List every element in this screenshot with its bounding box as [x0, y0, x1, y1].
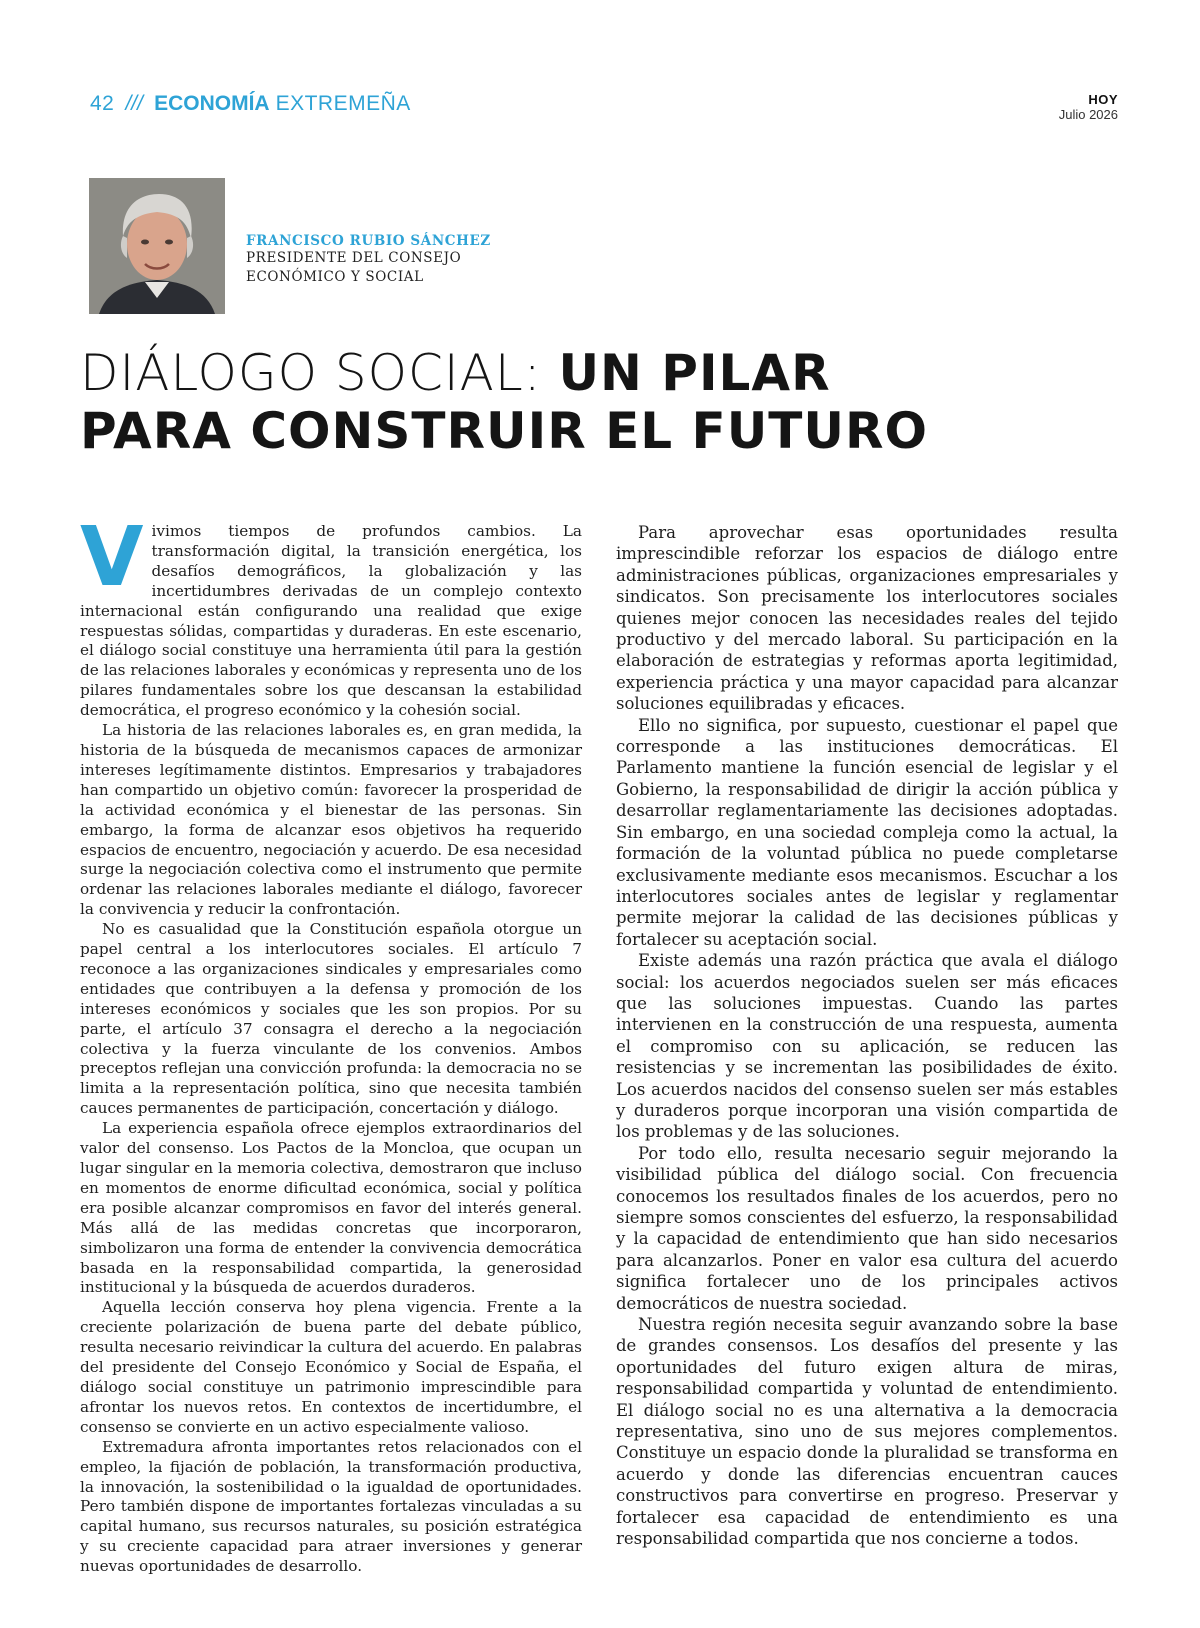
article-paragraph: La historia de las relaciones laborales es, en gran medida, la historia de la búsqueda de mecanismos capaces de armonizar intereses legítimamente distintos. Empresarios y trabajadores han compartido un objetivo común: favorecer la prosperidad de la actividad económica y el bienestar de las personas. Sin embargo, la forma de alcanzar esos objetivos ha requerido espacios de encuentro, negociación y acuerdo. De esa necesidad surge la negociación colectiva como el instrumento que permite ordenar las relaciones laborales mediante el diálogo, favorecer la convivencia y reducir la confrontación.: [80, 721, 582, 919]
article-paragraph: Por todo ello, resulta necesario seguir mejorando la visibilidad pública del diálogo social. Con frecuencia conocemos los resultados finales de los acuerdos, pero no siempre somos conscientes del esfuerzo, la responsabilidad y la capacidad de entendimiento que han sido necesarios para alcanzarlos. Poner en valor esa cultura del acuerdo significa fortalecer uno de los principales activos democráticos de nuestra sociedad.: [616, 1143, 1118, 1313]
author-byline: [246, 233, 491, 287]
headline-light-part: DIÁLOGO SOCIAL:: [80, 344, 542, 402]
article-paragraph: No es casualidad que la Constitución española otorgue un papel central a los interlocutores sociales. El artículo 7 reconoce a las organizaciones sindicales y empresariales como entidades que contribuyen a la defensa y promoción de los intereses económicos y sociales que les son propios. Por su parte, el artículo 37 consagra el derecho a la negociación colectiva y la fuerza vinculante de los convenios. Ambos preceptos reflejan una convicción profunda: la democracia no se limita a la representación política, sino que necesita también cauces permanentes de participación, concertación y diálogo.: [80, 920, 582, 1118]
author-name: FRANCISCO RUBIO SÁNCHEZ: [246, 233, 491, 249]
author-photo: [89, 178, 225, 314]
article-column-right: [616, 522, 1118, 1550]
headline-bold-part-2: PARA CONSTRUIR EL FUTURO: [80, 402, 929, 460]
author-role-line-1: PRESIDENTE DEL CONSEJO: [246, 250, 462, 266]
article-column-left: [80, 510, 582, 1577]
section-name-bold: ECONOMÍA: [154, 92, 270, 115]
article-paragraph: Para aprovechar esas oportunidades resulta imprescindible reforzar los espacios de diálogo entre administraciones públicas, organizaciones empresariales y sindicatos. Son precisamente los interlocutores sociales quienes mejor conocen las necesidades reales del tejido productivo y del mercado laboral. Su participación en la elaboración de estrategias y reformas aporta legitimidad, experiencia práctica y una mayor capacidad para alcanzar soluciones equilibradas y eficaces.: [616, 523, 1118, 714]
article-paragraph: Vivimos tiempos de profundos cambios. La transformación digital, la transición energética, los desafíos demográficos, la globalización y las incertidumbres derivadas de un complejo contexto internacional están configurando una realidad que exige respuestas sólidas, compartidas y duraderas. En este escenario, el diálogo social constituye una herramienta útil para la gestión de las relaciones laborales y económicas y representa uno de los pilares fundamentales sobre los que descansan la estabilidad democrática, el progreso económico y la cohesión social.: [80, 510, 582, 720]
headline-bold-part-1: UN PILAR: [558, 344, 831, 402]
article-paragraph: Aquella lección conserva hoy plena vigencia. Frente a la creciente polarización de buena parte del debate público, resulta necesario reivindicar la cultura del acuerdo. En palabras del presidente del Consejo Económico y Social de España, el diálogo social constituye un patrimonio imprescindible para afrontar los nuevos retos. En contextos de incertidumbre, el consenso se convierte en un activo especialmente valioso.: [80, 1298, 582, 1436]
drop-cap: V: [80, 510, 144, 605]
page-number: 42: [90, 92, 115, 115]
article-paragraph: Ello no significa, por supuesto, cuestionar el papel que corresponde a las instituciones democráticas. El Parlamento mantiene la función esencial de legislar y el Gobierno, la responsabilidad de dirigir la acción pública y desarrollar reglamentariamente las decisiones adoptadas. Sin embargo, en una sociedad compleja como la actual, la formación de la voluntad pública no puede completarse exclusivamente mediante esos mecanismos. Escuchar a los interlocutores sociales antes de legislar y reglamentar permite mejorar la calidad de las decisiones públicas y fortalecer su aceptación social.: [616, 715, 1118, 949]
section-name-light: EXTREMEÑA: [275, 92, 411, 115]
section-separator: ///: [125, 92, 143, 115]
article-headline: [80, 344, 1140, 460]
article-paragraph: Extremadura afronta importantes retos relacionados con el empleo, la fijación de población, la transformación productiva, la innovación, la sostenibilidad o la igualdad de oportunidades. Pero también dispone de importantes fortalezas vinculadas a su capital humano, sus recursos naturales, su posición estratégica y su creciente capacidad para atraer inversiones y generar nuevas oportunidades de desarrollo.: [80, 1437, 582, 1576]
article-paragraph: La experiencia española ofrece ejemplos extraordinarios del valor del consenso. Los Pactos de la Moncloa, que ocupan un lugar singular en la memoria colectiva, demostraron que incluso en momentos de enorme dificultad económica, social y política era posible alcanzar compromisos en favor del interés general. Más allá de las medidas concretas que incorporaron, simbolizaron una forma de entender la convivencia democrática basada en la responsabilidad compartida, la generosidad institucional y la búsqueda de acuerdos duraderos.: [80, 1119, 582, 1297]
page-header: [90, 92, 1118, 132]
author-role-line-2: ECONÓMICO Y SOCIAL: [246, 269, 424, 285]
masthead: [1059, 92, 1118, 122]
article-paragraph: Existe además una razón práctica que avala el diálogo social: los acuerdos negociados suelen ser más eficaces que las soluciones impuestas. Cuando las partes intervienen en la construcción de una respuesta, aumenta el compromiso con su aplicación, se reducen las resistencias y se incrementan las posibilidades de éxito. Los acuerdos nacidos del consenso suelen ser más estables y duraderos porque incorporan una visión compartida de los problemas y de las soluciones.: [616, 951, 1118, 1142]
issue-date: Julio 2026: [1058, 107, 1118, 122]
newspaper-name: HOY: [1088, 92, 1118, 107]
author-portrait-icon: [89, 178, 225, 314]
article-paragraph: Nuestra región necesita seguir avanzando sobre la base de grandes consensos. Los desafíos del presente y las oportunidades del futuro exigen altura de miras, responsabilidad compartida y voluntad de entendimiento. El diálogo social no es una alternativa a la democracia representativa, sino uno de sus mejores complementos. Constituye un espacio donde la pluralidad se transforma en acuerdo y donde las diferencias encuentran cauces constructivos para convertirse en progreso. Preservar y fortalecer esa capacidad de entendimiento es una responsabilidad compartida que nos concierne a todos.: [616, 1315, 1118, 1549]
